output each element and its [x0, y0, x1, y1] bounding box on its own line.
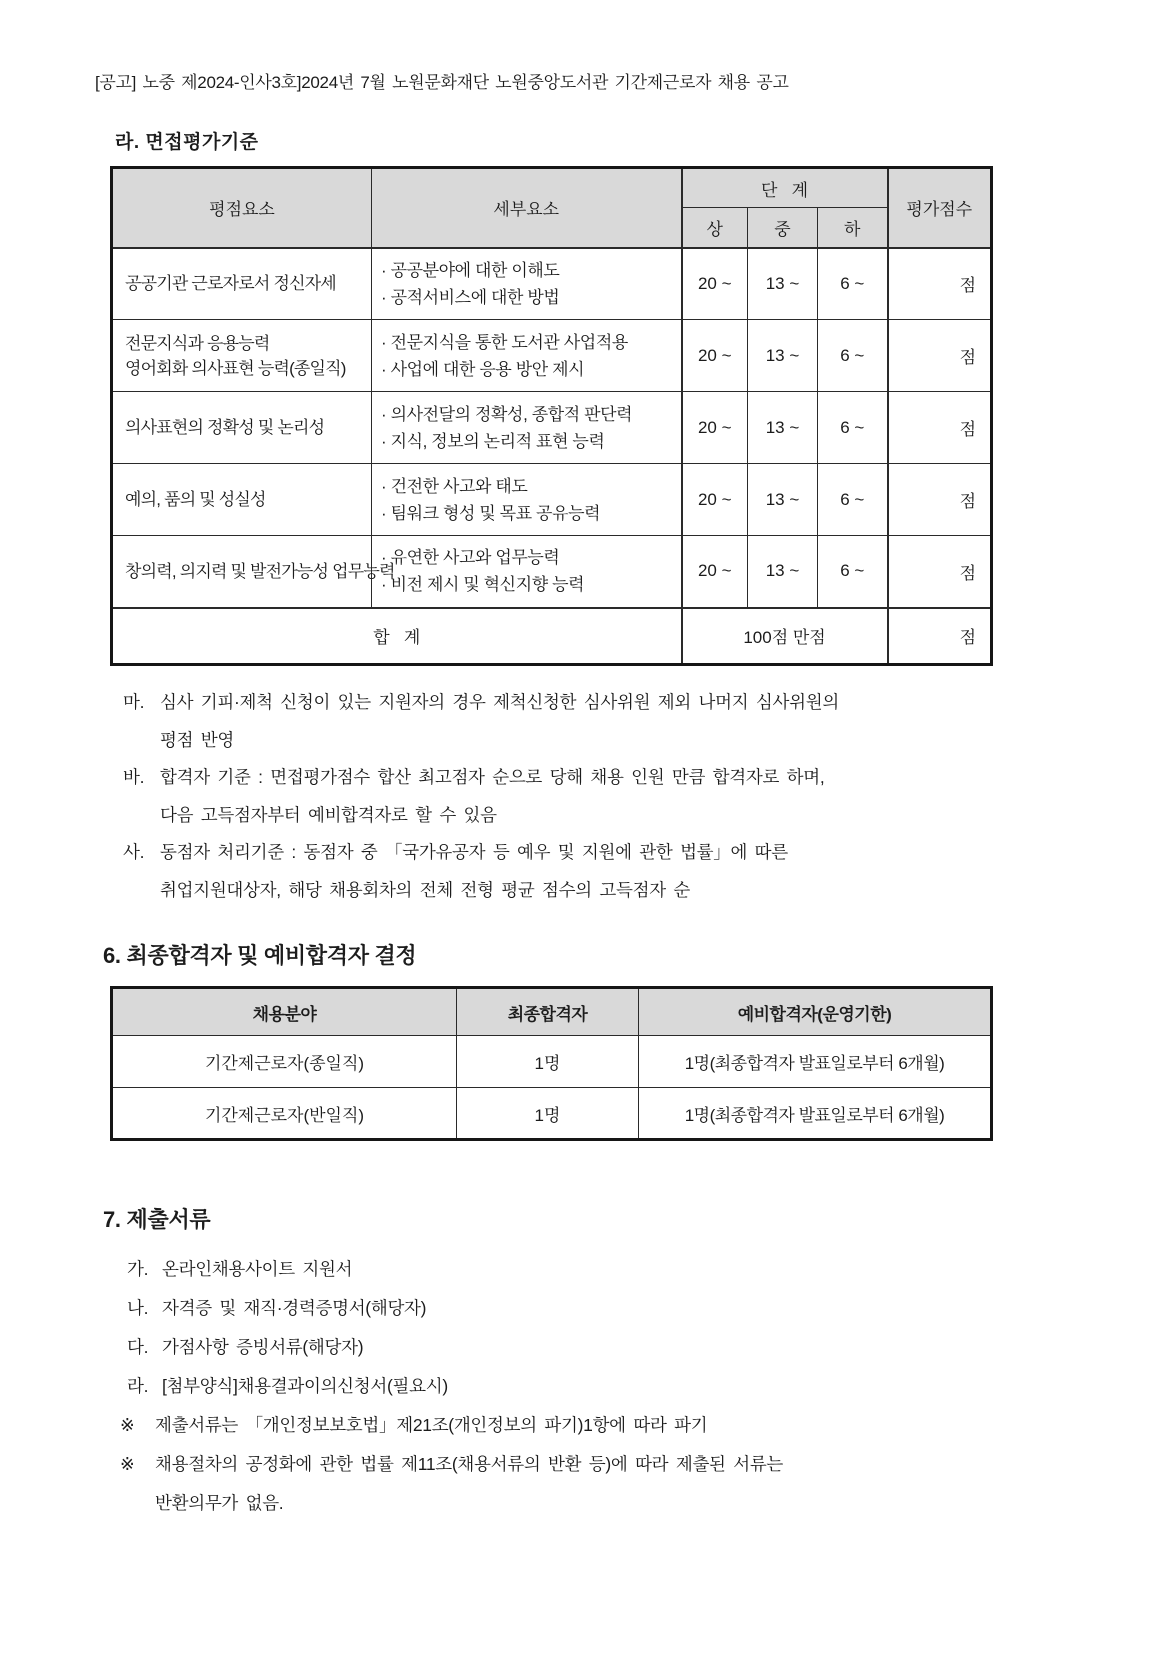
score-cell: 점 [888, 248, 992, 320]
criteria-row-5 [112, 536, 992, 608]
stage-low-cell: 6 ~ [818, 248, 888, 320]
total-row [112, 608, 992, 665]
detail-cell: · 건전한 사고와 태도 · 팀워크 형성 및 목표 공유능력 [372, 464, 682, 536]
criteria-row-4 [112, 464, 992, 536]
stage-high-cell: 20 ~ [682, 248, 748, 320]
stage-low-cell: 6 ~ [818, 320, 888, 392]
factor-cell: 전문지식과 응용능력 영어회화 의사표현 능력(종일직) [112, 320, 372, 392]
note-sa: 사. 동점자 처리기준 : 동점자 중 「국가유공자 등 예우 및 지원에 관한 법률」에 따른 취업지원대상자, 해당 채용회차의 전체 전형 평균 점수의 고득점자 순 [123, 842, 788, 900]
doc-item-ga: 가. 온라인채용사이트 지원서 [127, 1259, 353, 1279]
final-selection-table [110, 986, 993, 1141]
factor-cell: 의사표현의 정확성 및 논리성 [112, 392, 372, 464]
factor-cell: 창의력, 의지력 및 발전가능성 업무능력 [112, 536, 372, 608]
stage-high-cell: 20 ~ [682, 392, 748, 464]
final-count-cell: 1명 [457, 1036, 639, 1088]
factor-cell: 공공기관 근로자로서 정신자세 [112, 248, 372, 320]
score-cell: 점 [888, 464, 992, 536]
doc-note-return: ※ 채용절차의 공정화에 관한 법률 제11조(채용서류의 반환 등)에 따라 제출된 서류는 반환의무가 없음. [120, 1454, 784, 1513]
column-header-stage-mid: 중 [748, 208, 818, 248]
stage-mid-cell: 13 ~ [748, 392, 818, 464]
score-cell: 점 [888, 320, 992, 392]
stage-high-cell: 20 ~ [682, 464, 748, 536]
document-title: [공고] 노중 제2024-인사3호]2024년 7월 노원문화재단 노원중앙도서관 기간제근로자 채용 공고 [95, 73, 789, 92]
reserve-cell: 1명(최종합격자 발표일로부터 6개월) [639, 1036, 992, 1088]
interview-criteria-heading: 라. 면접평가기준 [115, 132, 259, 153]
doc-item-ra: 라. [첨부양식]채용결과이의신청서(필요시) [127, 1376, 448, 1396]
doc-item-na: 나. 자격증 및 재직·경력증명서(해당자) [127, 1298, 427, 1318]
factor-cell: 예의, 품의 및 성실성 [112, 464, 372, 536]
final-count-cell: 1명 [457, 1088, 639, 1140]
stage-high-cell: 20 ~ [682, 320, 748, 392]
detail-cell: · 의사전달의 정확성, 종합적 판단력 · 지식, 정보의 논리적 표현 능력 [372, 392, 682, 464]
note-ba: 바. 합격자 기준 : 면접평가점수 합산 최고점자 순으로 당해 채용 인원 만큼 합격자로 하며, 다음 고득점자부터 예비합격자로 할 수 있음 [123, 767, 825, 825]
criteria-row-3 [112, 392, 992, 464]
criteria-row-1 [112, 248, 992, 320]
stage-mid-cell: 13 ~ [748, 464, 818, 536]
total-label: 합 계 [112, 608, 682, 665]
selection-row-parttime [112, 1088, 992, 1140]
column-header-score: 평가점수 [888, 168, 992, 248]
column-header-stage-low: 하 [818, 208, 888, 248]
stage-mid-cell: 13 ~ [748, 320, 818, 392]
stage-low-cell: 6 ~ [818, 392, 888, 464]
score-cell: 점 [888, 536, 992, 608]
field-cell: 기간제근로자(종일직) [112, 1036, 457, 1088]
documents-heading: 7. 제출서류 [103, 1207, 211, 1232]
selection-row-fulltime [112, 1036, 992, 1088]
stage-low-cell: 6 ~ [818, 464, 888, 536]
column-header-field: 채용분야 [112, 988, 457, 1036]
doc-item-da: 다. 가점사항 증빙서류(해당자) [127, 1337, 364, 1357]
column-header-final: 최종합격자 [457, 988, 639, 1036]
doc-note-privacy: ※ 제출서류는 「개인정보보호법」제21조(개인정보의 파기)1항에 따라 파기 [120, 1415, 708, 1435]
column-header-stage: 단 계 [682, 168, 888, 208]
total-value: 100점 만점 [682, 608, 888, 665]
total-score-cell: 점 [888, 608, 992, 665]
documents-list [120, 1250, 1085, 1523]
criteria-row-2 [112, 320, 992, 392]
column-header-detail: 세부요소 [372, 168, 682, 248]
score-cell: 점 [888, 392, 992, 464]
interview-criteria-table [110, 166, 993, 666]
detail-cell: · 공공분야에 대한 이해도 · 공적서비스에 대한 방법 [372, 248, 682, 320]
detail-cell: · 유연한 사고와 업무능력 · 비전 제시 및 혁신지향 능력 [372, 536, 682, 608]
final-selection-heading: 6. 최종합격자 및 예비합격자 결정 [103, 943, 417, 968]
column-header-factor: 평점요소 [112, 168, 372, 248]
interview-notes [123, 684, 1085, 909]
reserve-cell: 1명(최종합격자 발표일로부터 6개월) [639, 1088, 992, 1140]
field-cell: 기간제근로자(반일직) [112, 1088, 457, 1140]
stage-mid-cell: 13 ~ [748, 536, 818, 608]
column-header-reserve: 예비합격자(운영기한) [639, 988, 992, 1036]
stage-mid-cell: 13 ~ [748, 248, 818, 320]
column-header-stage-high: 상 [682, 208, 748, 248]
stage-low-cell: 6 ~ [818, 536, 888, 608]
stage-high-cell: 20 ~ [682, 536, 748, 608]
note-ma: 마. 심사 기피·제척 신청이 있는 지원자의 경우 제척신청한 심사위원 제외 나머지 심사위원의 평점 반영 [123, 692, 839, 750]
detail-cell: · 전문지식을 통한 도서관 사업적용 · 사업에 대한 응용 방안 제시 [372, 320, 682, 392]
